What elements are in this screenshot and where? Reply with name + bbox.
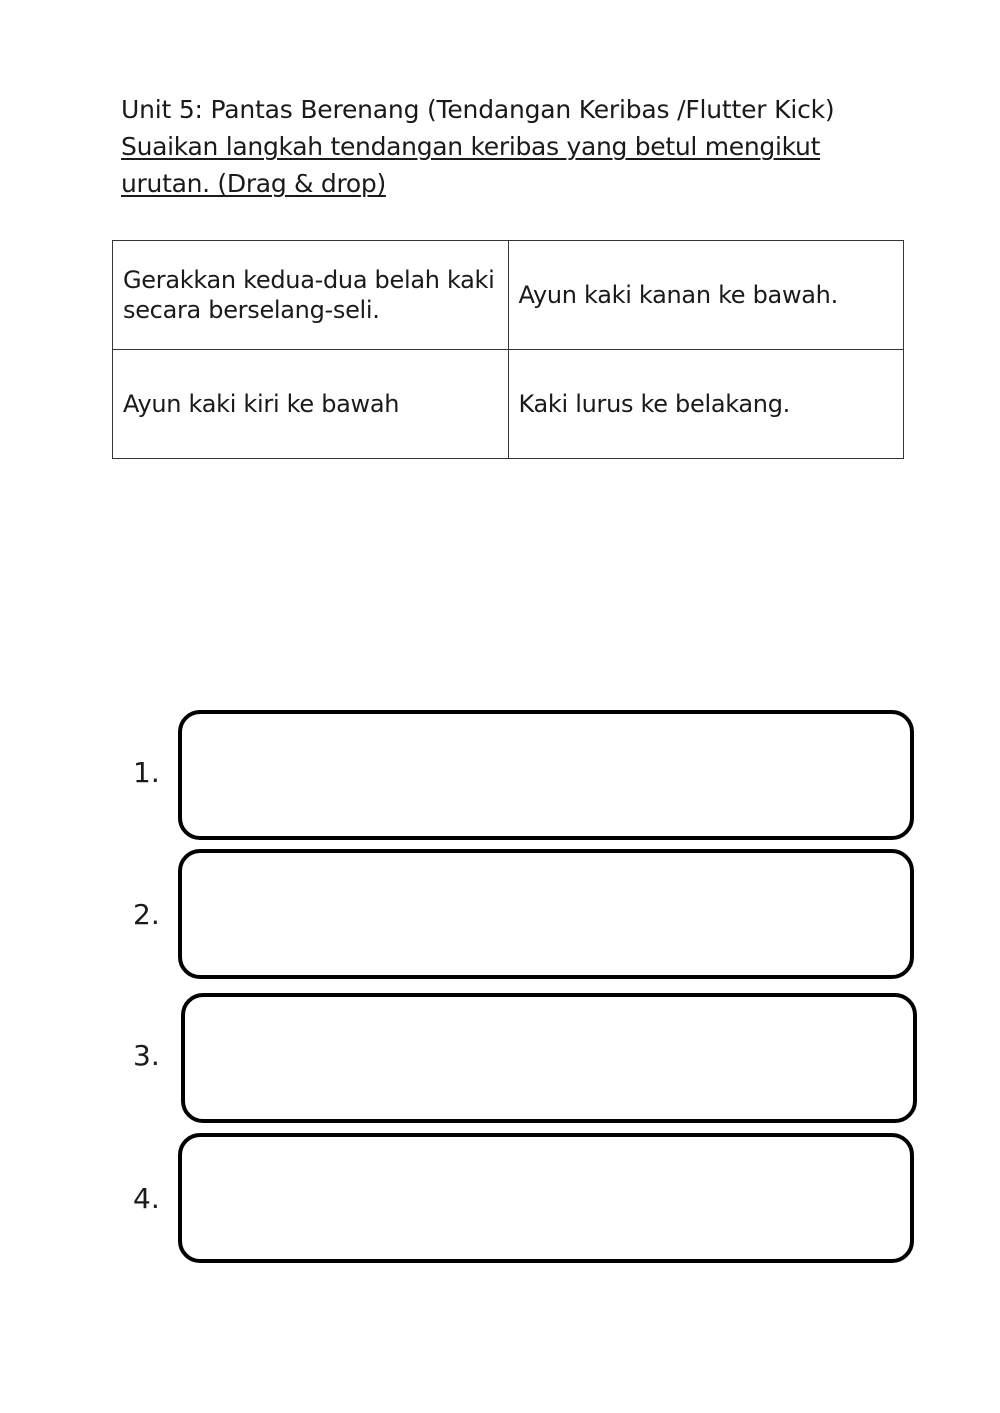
- choice-item[interactable]: Gerakkan kedua-dua belah kaki secara berselang-seli.: [113, 241, 509, 350]
- drop-zone-3[interactable]: [181, 993, 917, 1123]
- answer-number-4: 4.: [133, 1182, 160, 1215]
- choice-item[interactable]: Kaki lurus ke belakang.: [508, 350, 904, 459]
- choices-row: [113, 350, 904, 459]
- answer-number-3: 3.: [133, 1039, 160, 1072]
- choices-row: [113, 241, 904, 350]
- instructions: [121, 128, 820, 202]
- answer-number-2: 2.: [133, 898, 160, 931]
- instruction-line-2: urutan. (Drag & drop): [121, 169, 386, 198]
- choice-item[interactable]: Ayun kaki kiri ke bawah: [113, 350, 509, 459]
- choice-item[interactable]: Ayun kaki kanan ke bawah.: [508, 241, 904, 350]
- drop-zone-2[interactable]: [178, 849, 914, 979]
- answer-number-1: 1.: [133, 756, 160, 789]
- worksheet-title: Unit 5: Pantas Berenang (Tendangan Keribas /Flutter Kick): [121, 95, 835, 124]
- choices-table: [112, 240, 904, 459]
- drop-zone-4[interactable]: [178, 1133, 914, 1263]
- instruction-line-1: Suaikan langkah tendangan keribas yang betul mengikut: [121, 132, 821, 161]
- drop-zone-1[interactable]: [178, 710, 914, 840]
